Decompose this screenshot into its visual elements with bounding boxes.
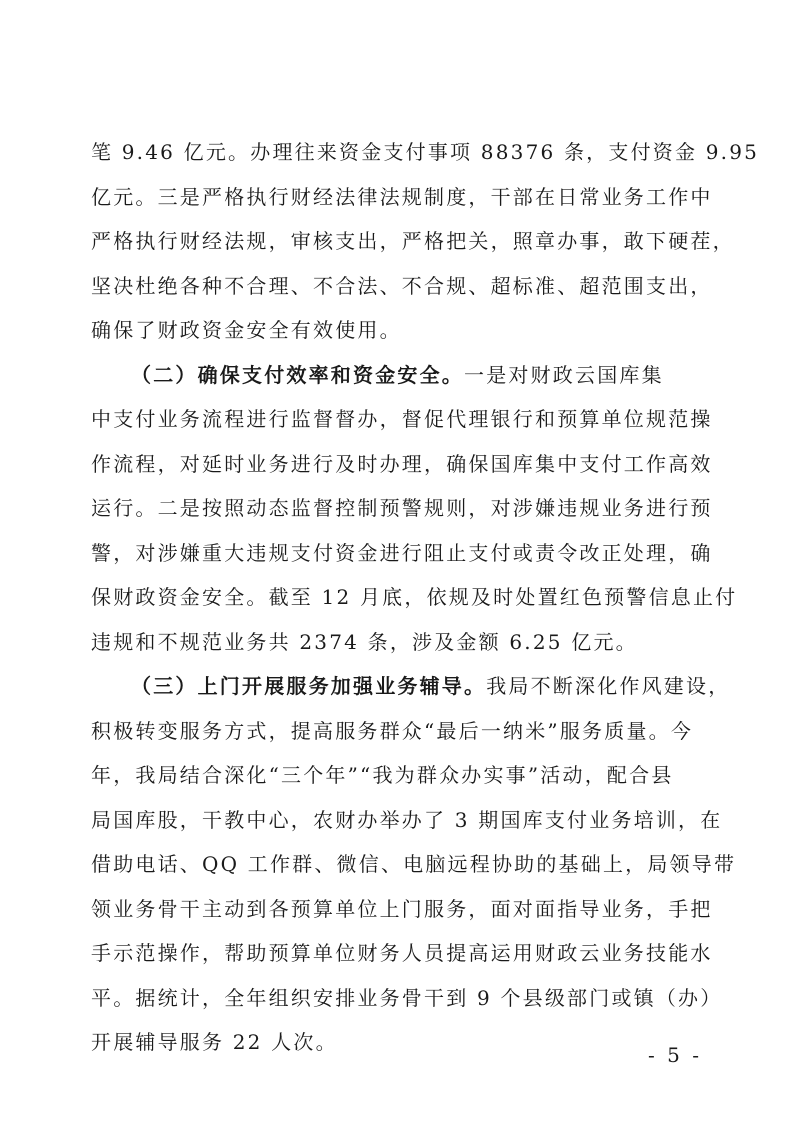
section-2-first-line bbox=[131, 355, 703, 395]
paragraph-line: 运行。二是按照动态监督控制预警规则，对涉嫌违规业务进行预 bbox=[91, 496, 713, 520]
paragraph-line: 严格执行财经法规，审核支出，严格把关，照章办事，敢下硬茬， bbox=[91, 229, 735, 253]
paragraph-line: 平。据统计，全年组织安排业务骨干到 9 个县级部门或镇（办） bbox=[91, 985, 723, 1010]
paragraph-line: 笔 9.46 亿元。办理往来资金支付事项 88376 条，支付资金 9.95 bbox=[91, 140, 760, 164]
paragraph-line: 中支付业务流程进行监督督办，督促代理银行和预算单位规范操 bbox=[91, 407, 713, 431]
paragraph-line: 开展辅导服务 22 人次。 bbox=[91, 1030, 338, 1054]
section-3-first-line-text: 我局不断深化作风建设， bbox=[486, 674, 731, 698]
paragraph-line: 保财政资金安全。截至 12 月底，依规及时处置红色预警信息止付 bbox=[91, 585, 738, 609]
paragraph-line: 违规和不规范业务共 2374 条，涉及金额 6.25 亿元。 bbox=[91, 629, 638, 654]
paragraph-line: 借助电话、QQ 工作群、微信、电脑远程协助的基础上，局领导带 bbox=[91, 852, 737, 876]
paragraph-line: 领业务骨干主动到各预算单位上门服务，面对面指导业务，手把 bbox=[91, 896, 713, 921]
paragraph-line: 作流程，对延时业务进行及时办理，确保国库集中支付工作高效 bbox=[91, 451, 713, 476]
section-2-heading: （二）确保支付效率和资金安全。 bbox=[131, 362, 464, 387]
section-3-heading: （三）上门开展服务加强业务辅导。 bbox=[131, 674, 487, 698]
paragraph-line: 手示范操作，帮助预算单位财务人员提高运用财政云业务技能水 bbox=[91, 941, 713, 965]
paragraph-line: 积极转变服务方式，提高服务群众“最后一纳米”服务质量。今 bbox=[91, 718, 694, 743]
paragraph-line: 亿元。三是严格执行财经法律法规制度，干部在日常业务工作中 bbox=[91, 184, 713, 209]
paragraph-line: 坚决杜绝各种不合理、不合法、不合规、超标准、超范围支出， bbox=[91, 273, 713, 298]
paragraph-line: 确保了财政资金安全有效使用。 bbox=[91, 318, 402, 342]
page-number: - 5 - bbox=[648, 1043, 702, 1067]
section-2-first-line-text: 一是对财政云国库集 bbox=[464, 362, 664, 387]
paragraph-line: 局国库股，干教中心，农财办举办了 3 期国库支付业务培训，在 bbox=[91, 807, 723, 832]
paragraph-line: 警，对涉嫌重大违规支付资金进行阻止支付或责令改正处理，确 bbox=[91, 540, 713, 565]
section-3-first-line bbox=[131, 666, 731, 706]
paragraph-line: 年，我局结合深化“三个年”“我为群众办实事”活动，配合县 bbox=[91, 763, 674, 787]
